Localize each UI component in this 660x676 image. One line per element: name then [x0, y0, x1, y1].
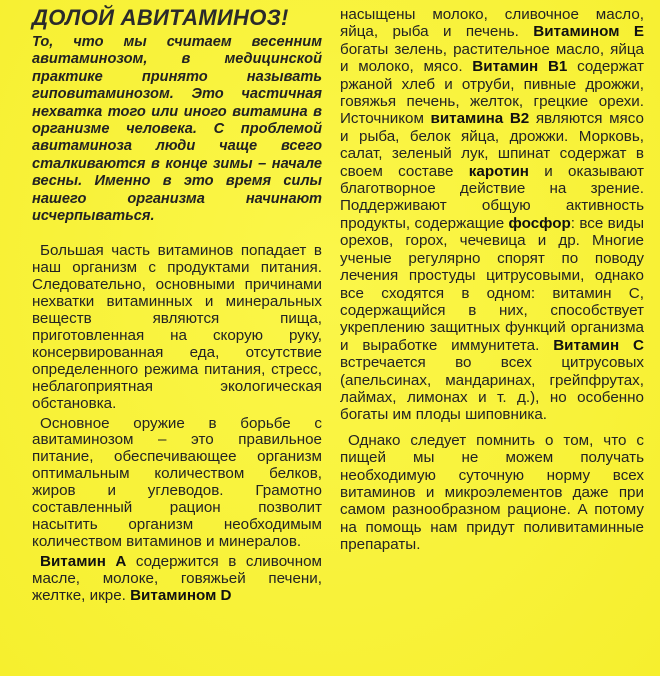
body-paragraph-2: Основное оружие в борьбе с авитаминозом – это правильное питание, обеспечивающее организм оптимальным количеством белков, жиров и углеводов. Грамотно составленный рацион позволит насытить организм необходимым количеством витаминов и минералов.: [32, 414, 322, 550]
vitamin-d-term: Витамином D: [130, 586, 232, 604]
text-run: богаты зелень, растительное масло, яйца и молоко, мясо.: [340, 40, 644, 76]
body-paragraph-3: [32, 554, 322, 605]
right-column: [340, 6, 644, 605]
left-column: [32, 6, 322, 605]
vitamin-b1-term: Витамин В1: [472, 58, 568, 76]
text-run: содержат ржаной хлеб и отруби, пивные дрожжи, говяжья печень, желток, грецкие орехи. Источником: [340, 58, 644, 128]
vitamin-c-term: Витамин С: [553, 336, 645, 354]
vitamin-e-term: Витамином Е: [533, 23, 644, 41]
fosfor-term: фосфор: [508, 214, 571, 232]
lead-paragraph: То, что мы считаем весенним авитаминозом, в медицинской практике принято называть гиповитаминозом. Это частичная нехватка того или иного витамина в организме человека. С проблемой авитаминоза люди чаще всего сталкиваются в конце зимы – начале весны. Именно в это время силы нашего организма начинают исчерпываться.: [32, 34, 322, 225]
vitamin-b2-term: витамина В2: [430, 110, 530, 128]
text-run: являются мясо и рыба, белок яйца, дрожжи. Морковь, салат, зеленый лук, шпинат содержат в своем составе: [340, 110, 644, 180]
body-paragraph-continued: [340, 6, 644, 424]
article-title: ДОЛОЙ АВИТАМИНОЗ!: [32, 5, 289, 30]
closing-paragraph: Однако следует помнить о том, что с пищей мы не можем получать необходимую суточную норму всех витаминов и микроэлементов даже при самом разнообразном рационе. А потому на помощь нам придут поливитаминные препараты.: [340, 431, 644, 554]
vitamin-a-text: содержится в сливочном масле, молоке, говяжьей печени, желтке, икре.: [32, 552, 322, 604]
text-run: и оказывают благотворное действие на зрение. Поддерживают общую активность продукты, содержащие: [340, 162, 644, 232]
text-run: : все виды орехов, горох, чечевица и др. Многие ученые регулярно спорят по поводу лечения простуды цитрусовыми, однако все сходятся в одном: витамин С, содержащийся в них, способствует укреплению защитных функций организма и выработке иммунитета.: [340, 214, 644, 354]
vitamin-a-term: Витамин А: [40, 552, 127, 570]
text-columns: [32, 6, 646, 605]
body-paragraph-1: Большая часть витаминов попадает в наш организм с продуктами питания. Следовательно, основными причинами нехватки витаминных и минеральных веществ являются пища, приготовленная на скорую руку, консервированная еда, отсутствие определенного режима питания, стресс, неблагоприятная экологическая обстановка.: [32, 242, 322, 412]
text-run: встречается во всех цитрусовых (апельсинах, мандаринах, грейпфрутах, лаймах, лимонах и т. д.), но особенно богаты им плоды шиповника.: [340, 354, 644, 424]
karotin-term: каротин: [468, 162, 529, 180]
text-run: насыщены молоко, сливочное масло, яйца, рыба и печень.: [340, 6, 644, 41]
